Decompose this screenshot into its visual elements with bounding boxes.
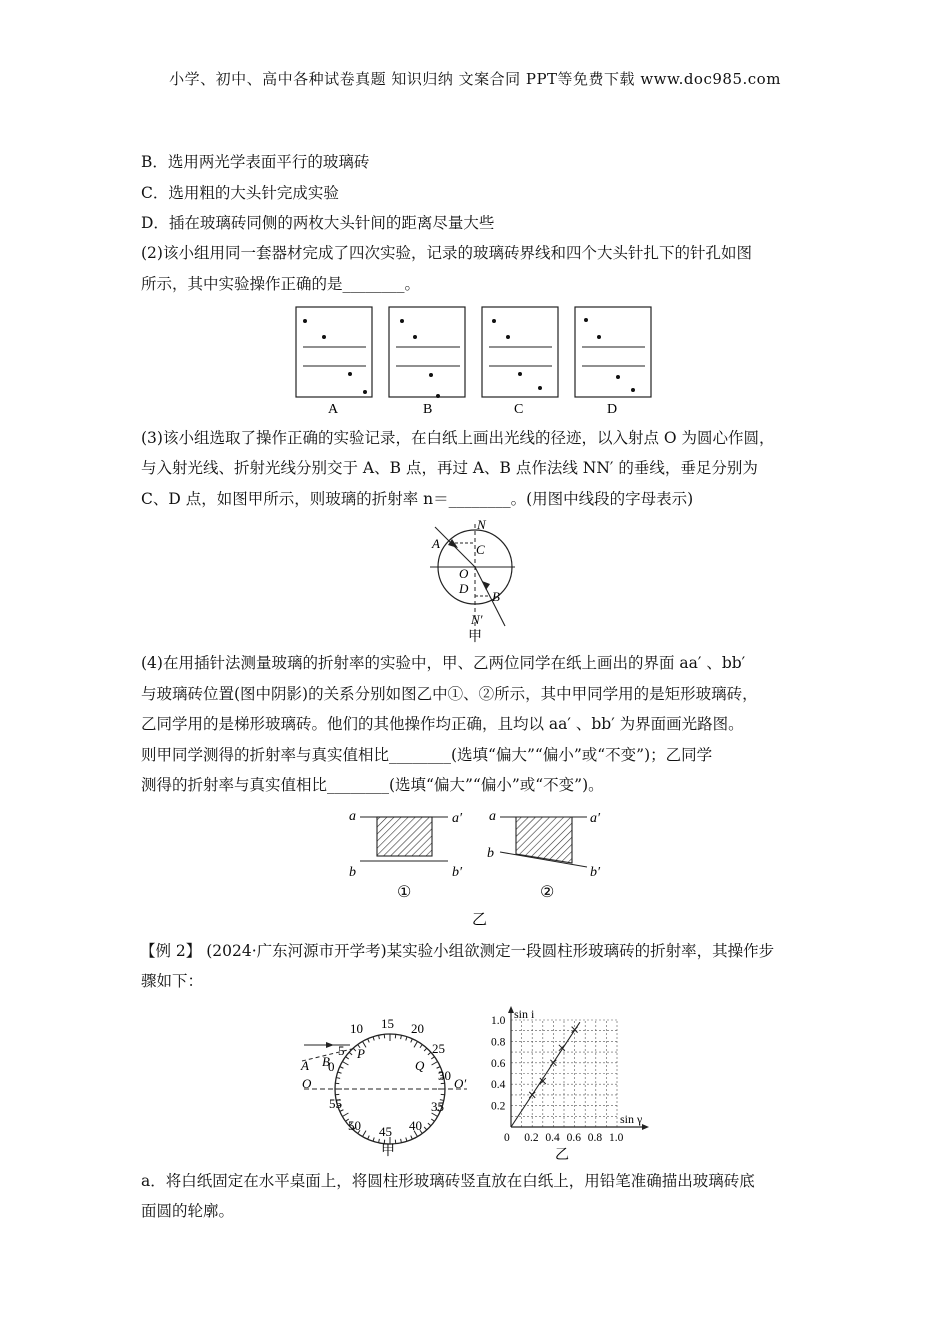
label-d: D — [459, 581, 469, 596]
dial-tick — [342, 1113, 348, 1117]
dial-label-o-prime: O′ — [454, 1076, 467, 1091]
pin-label-a: A — [328, 402, 339, 417]
dial-caption: 甲 — [381, 1144, 395, 1159]
chart-xlabel: sin γ — [620, 1112, 643, 1126]
dial-num-50: 50 — [348, 1118, 361, 1133]
circle-figure — [415, 512, 525, 647]
label-b-prime-2: b′ — [590, 865, 601, 880]
q3-line2: 与入射光线、折射光线分别交于 A、B 点，再过 A、B 点作法线 NN′ 的垂线，垂足分别为 — [141, 459, 758, 477]
q2-line1: (2)该小组用同一套器材完成了四次实验，记录的玻璃砖界线和四个大头针扎下的针孔如图 — [141, 244, 752, 262]
label-n: N — [477, 517, 486, 532]
pin-figure — [290, 300, 670, 422]
x-tick-label: 0 — [504, 1132, 510, 1144]
diagram-1 — [349, 809, 463, 901]
label-a-2: a — [489, 809, 496, 824]
q4-line2: 与玻璃砖位置(图中阴影)的关系分别如图乙中①、②所示，其中甲同学用的是矩形玻璃砖， — [141, 685, 758, 703]
label-b-2: b — [487, 846, 494, 861]
label-c: C — [476, 542, 485, 557]
step-a-line2: 面圆的轮廓。 — [141, 1202, 235, 1220]
pin-label-d: D — [607, 402, 618, 417]
dial-label-a: A — [301, 1058, 309, 1073]
chart-caption: 乙 — [555, 1148, 569, 1163]
dial-num-45: 45 — [379, 1124, 392, 1139]
dial-num-25: 25 — [432, 1041, 445, 1056]
pin-box-a — [296, 307, 372, 417]
y-tick-label: 0.2 — [491, 1100, 506, 1113]
x-axis-arrow — [642, 1124, 649, 1130]
y-tick-label: 1.0 — [491, 1015, 506, 1027]
label-b-prime-1: b′ — [452, 865, 463, 880]
x-tick-label: 0.6 — [566, 1132, 581, 1144]
pin-box-d — [575, 307, 651, 417]
pin-label-b: B — [423, 402, 433, 417]
dial-label-q: Q — [415, 1058, 425, 1073]
label-a-1: a — [349, 809, 356, 824]
example2-line1: 【例 2】 (2024·广东河源市开学考)某实验小组欲测定一段圆柱形玻璃砖的折射率，其操作步 — [140, 942, 775, 960]
pin-box-c — [482, 307, 558, 417]
page-header: 小学、初中、高中各种试卷真题 知识归纳 文案合同 PPT等免费下载 www.doc985.com — [169, 70, 781, 88]
x-tick-label: 0.2 — [524, 1132, 539, 1144]
dial-num-0: 0 — [328, 1059, 335, 1074]
option-c: C．选用粗的大头针完成实验 — [141, 184, 339, 202]
q4-line4: 则甲同学测得的折射率与真实值相比________(选填“偏大”“偏小”或“不变”)；乙同学 — [141, 746, 713, 764]
x-tick-label: 0.4 — [545, 1132, 560, 1144]
label-b-1: b — [349, 865, 356, 880]
y-tick-label: 0.8 — [491, 1036, 506, 1049]
dial-num-20: 20 — [411, 1021, 424, 1036]
q4-line1: (4)在用插针法测量玻璃的折射率的实验中，甲、乙两位同学在纸上画出的界面 aa′ 、bb′ — [141, 654, 746, 672]
caption-jia: 甲 — [468, 630, 482, 645]
interface-figure — [340, 800, 620, 930]
mark-1: ① — [397, 884, 412, 901]
chart-ylabel: sin i — [514, 1007, 535, 1021]
data-point — [572, 1027, 578, 1033]
dial-num-55: 55 — [329, 1096, 342, 1111]
diagram-2 — [487, 809, 601, 901]
mark-2: ② — [540, 884, 555, 901]
x-tick-label: 0.8 — [587, 1132, 603, 1144]
label-a-prime-2: a′ — [590, 811, 601, 826]
dial-num-30: 30 — [438, 1068, 451, 1083]
q2-line2: 所示，其中实验操作正确的是________。 — [141, 275, 421, 293]
dial-num-35: 35 — [431, 1099, 444, 1114]
dial-num-10: 10 — [350, 1021, 363, 1036]
dial-num-15: 15 — [381, 1016, 394, 1031]
dial-num-5: 5 — [338, 1043, 345, 1058]
q4-line5: 测得的折射率与真实值相比________(选填“偏大”“偏小”或“不变”)。 — [141, 776, 604, 794]
dial-tick — [414, 1041, 418, 1047]
label-n-prime: N′ — [471, 612, 483, 627]
q3-line3: C、D 点，如图甲所示，则玻璃的折射率 n＝________。(用图中线段的字母表示) — [141, 490, 694, 508]
q4-line3: 乙同学用的是梯形玻璃砖。他们的其他操作均正确，且均以 aa′ 、bb′ 为界面画光路图。 — [141, 715, 744, 733]
example2-line2: 骤如下： — [141, 972, 204, 990]
caption-yi: 乙 — [472, 912, 488, 928]
pin-box-b — [389, 307, 465, 417]
dial-figure — [292, 1008, 472, 1160]
label-b: B — [492, 589, 500, 604]
label-a-prime-1: a′ — [452, 811, 463, 826]
dial-tick — [432, 1062, 438, 1066]
step-a-line1: a．将白纸固定在水平桌面上，将圆柱形玻璃砖竖直放在白纸上，用铅笔准确描出玻璃砖底 — [141, 1172, 755, 1190]
dial-tick — [342, 1062, 348, 1066]
q3-line1: (3)该小组选取了操作正确的实验记录，在白纸上画出光线的径迹，以入射点 O 为圆心作圆， — [141, 429, 775, 447]
label-o: O — [459, 566, 469, 581]
dial-label-b: B — [322, 1054, 330, 1069]
dial-label-p: P — [357, 1046, 365, 1061]
dial-label-o: O — [302, 1076, 312, 1091]
option-d: D．插在玻璃砖同侧的两枚大头针间的距离尽量大些 — [141, 214, 495, 232]
y-tick-label: 0.4 — [491, 1079, 506, 1092]
pin-label-c: C — [514, 402, 524, 417]
y-tick-label: 0.6 — [491, 1057, 506, 1070]
sin-chart — [478, 1003, 653, 1163]
dial-tick — [363, 1131, 367, 1137]
label-a: A — [432, 536, 440, 551]
dial-num-40: 40 — [409, 1118, 422, 1133]
option-b: B．选用两光学表面平行的玻璃砖 — [141, 153, 370, 171]
x-tick-label: 1.0 — [609, 1132, 624, 1144]
